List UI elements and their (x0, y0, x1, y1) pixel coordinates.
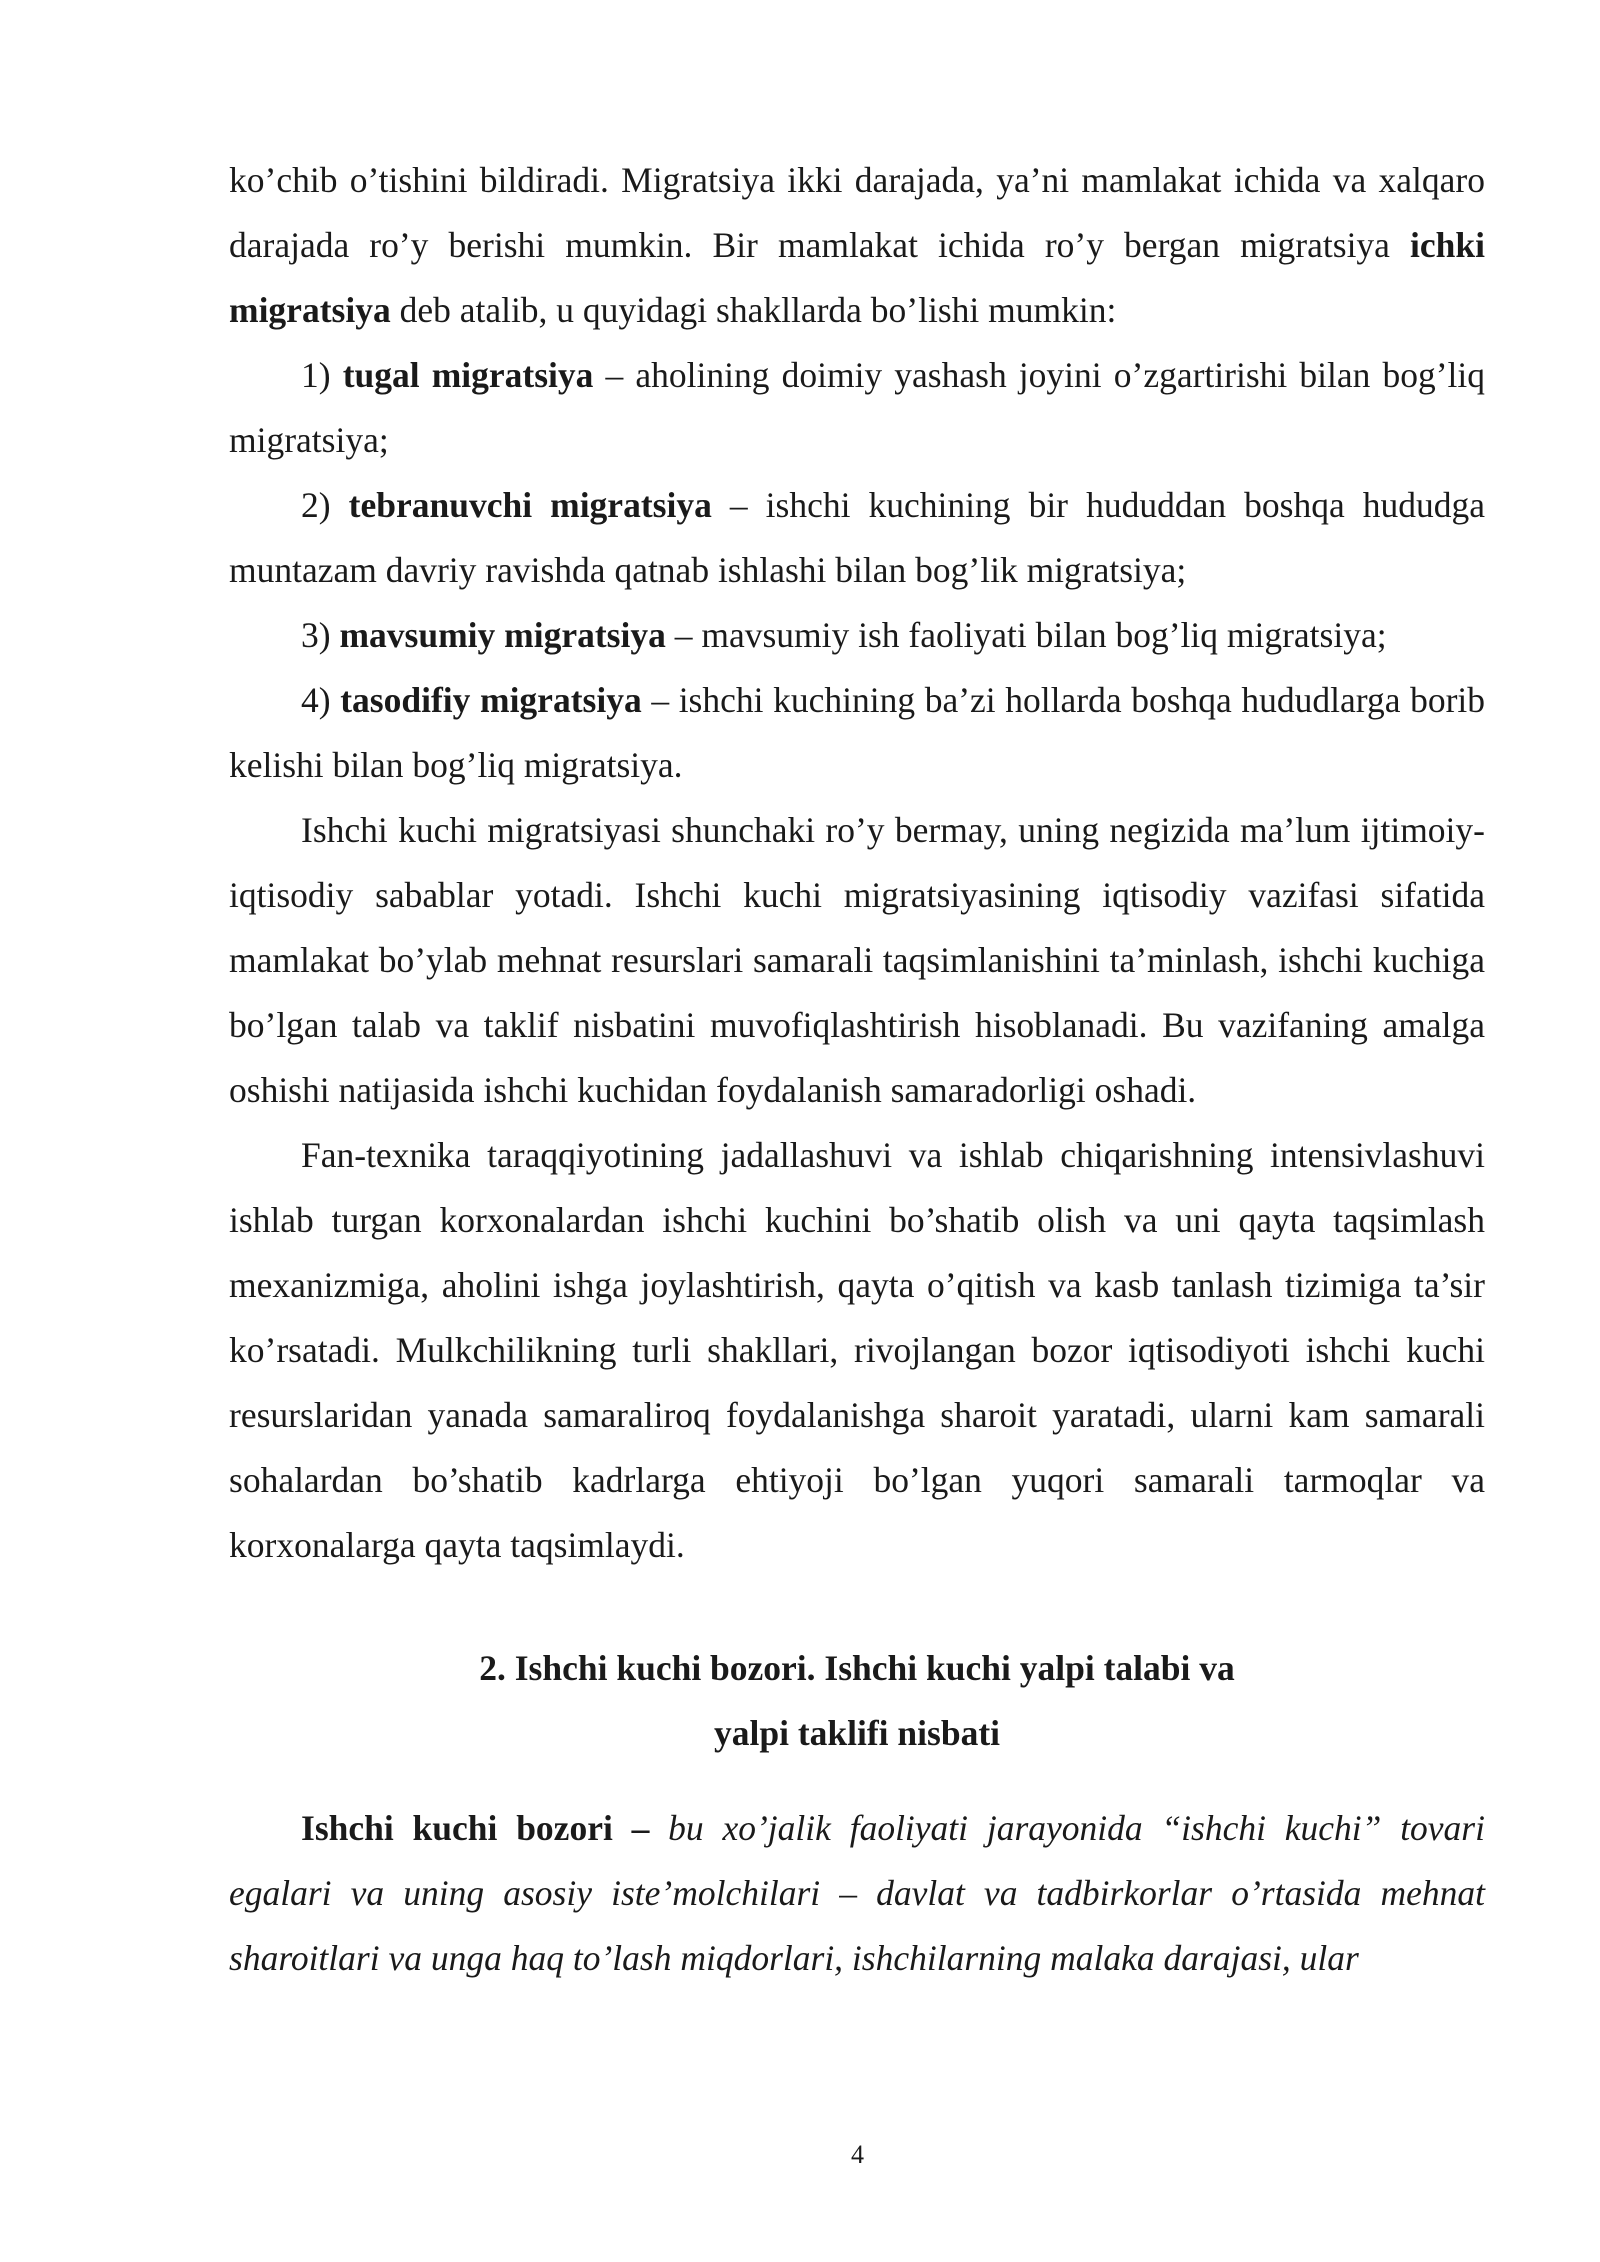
page-number: 4 (851, 2140, 864, 2169)
list-text: – aholining doimiy yashash joyini o’zgartirishi bilan bog’liq migratsiya; (229, 355, 1485, 460)
paragraph-text: ko’chib o’tishini bildiradi. Migratsiya ikki darajada, ya’ni mamlakat ichida va xalqaro darajada ro’y berishi mumkin. Bir mamlakat ichida ro’y bergan migratsiya (229, 160, 1485, 265)
bold-term: tebranuvchi migratsiya (348, 485, 712, 525)
paragraph-progress: Fan-texnika taraqqiyotining jadallashuvi va ishlab chiqarishning intensivlashuvi ishlab turgan korxonalardan ishchi kuchini bo’shatib olish va uni qayta taqsimlash mexanizmiga, aholini ishga joylashtirish, qayta o’qitish va kasb tanlash tizimiga ta’sir ko’rsatadi. Mulkchilikning turli shakllari, rivojlangan bozor iqtisodiyoti ishchi kuchi resurslaridan yanada samaraliroq foydalanishga sharoit yaratadi, ularni kam samarali sohalardan bo’shatib kadrlarga ehtiyoji bo’lgan yuqori samarali tarmoqlar va korxonalarga qayta taqsimlaydi. (229, 1135, 1485, 1565)
list-text: – ishchi kuchining ba’zi hollarda boshqa hududlarga borib kelishi bilan bog’liq migratsiya. (229, 680, 1486, 785)
bold-term: Ishchi kuchi bozori – (301, 1808, 650, 1848)
paragraph-text: deb atalib, u quyidagi shakllarda bo’lishi mumkin: (390, 290, 1117, 330)
list-item (229, 668, 1485, 798)
bold-term: ichki migratsiya (229, 225, 1485, 330)
list-number: 1) (301, 355, 343, 395)
list-text: – ishchi kuchining bir hududdan boshqa hududga muntazam davriy ravishda qatnab ishlashi bilan bog’lik migratsiya; (229, 485, 1486, 590)
document-page (229, 148, 1485, 1991)
paragraph-intro (229, 148, 1485, 343)
list-item (229, 603, 1485, 668)
list-number: 2) (301, 485, 349, 525)
heading-line: 2. Ishchi kuchi bozori. Ishchi kuchi yalpi talabi va (479, 1648, 1235, 1688)
bold-term: tasodifiy migratsiya (340, 680, 642, 720)
list-text: – mavsumiy ish faoliyati bilan bog’liq migratsiya; (665, 615, 1387, 655)
paragraph-reasons: Ishchi kuchi migratsiyasi shunchaki ro’y bermay, uning negizida ma’lum ijtimoiy-iqtisodiy sabablar yotadi. Ishchi kuchi migratsiyasining iqtisodiy vazifasi sifatida mamlakat bo’ylab mehnat resurslari samarali taqsimlanishini ta’minlash, ishchi kuchiga bo’lgan talab va taklif nisbatini muvofiqlashtirish hisoblanadi. Bu vazifaning amalga oshishi natijasida ishchi kuchidan foydalanish samaradorligi oshadi. (229, 810, 1485, 1110)
italic-definition: bu xo’jalik faoliyati jarayonida “ishchi kuchi” tovari egalari va uning asosiy iste’molchilari – davlat va tadbirkorlar o’rtasida mehnat sharoitlari va unga haq to’lash miqdorlari, ishchilarning malaka darajasi, ular (229, 1808, 1485, 1978)
list-item (229, 473, 1485, 603)
bold-term: mavsumiy migratsiya (339, 615, 666, 655)
spacer (229, 1766, 1485, 1796)
paragraph-definition (229, 1796, 1485, 1991)
bold-term: tugal migratsiya (342, 355, 594, 395)
list-item (229, 343, 1485, 473)
heading-line: yalpi taklifi nisbati (713, 1713, 1001, 1753)
list-number: 4) (301, 680, 341, 720)
spacer (229, 1578, 1485, 1636)
list-number: 3) (301, 615, 340, 655)
section-heading (229, 1636, 1485, 1766)
